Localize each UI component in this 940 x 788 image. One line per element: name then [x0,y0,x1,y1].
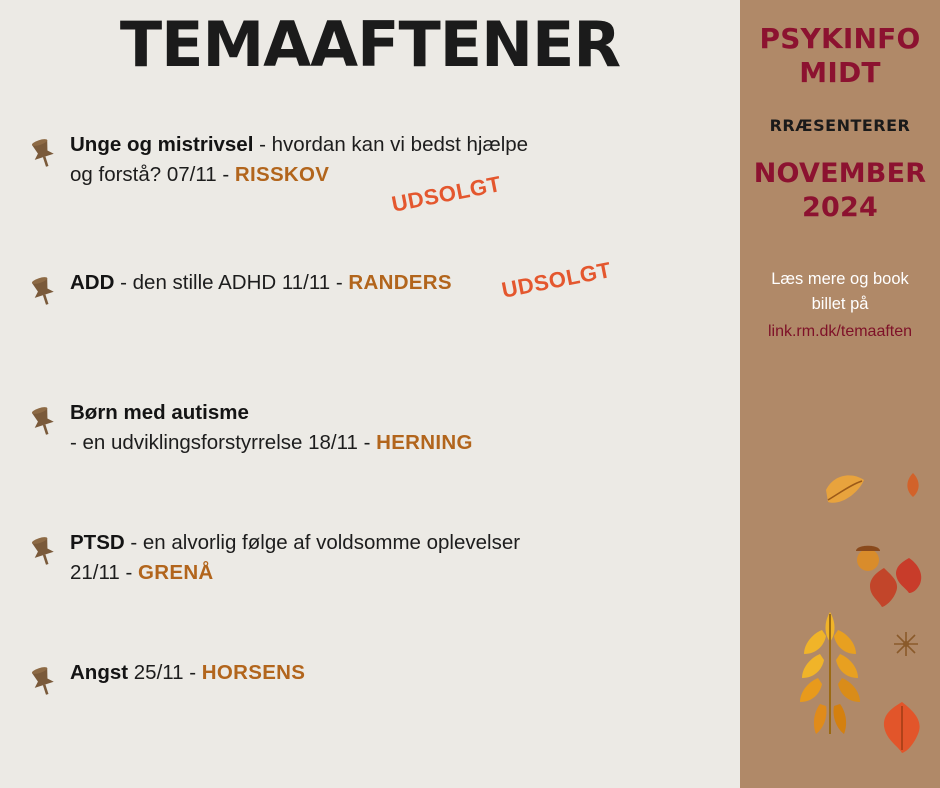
leaf-icon [892,556,926,599]
brand-name [740,22,940,90]
event-line-1 [70,257,720,303]
presents-label: RRÆSENTERER [769,116,911,135]
pushpin-icon [26,136,60,170]
leaf-icon [822,470,868,515]
booking-info [740,267,940,344]
date-block [740,157,940,225]
event-city: RISSKOV [234,163,330,186]
pushpin-icon [26,274,60,308]
month-label: NOVEMBER [753,158,927,189]
leaf-icon [864,566,904,613]
event-city: HORSENS [201,661,306,684]
event-title: Unge og mistrivsel [70,133,254,156]
event-line-1 [70,528,720,558]
booking-line-2: billet på [811,295,869,313]
event-city: RANDERS [348,271,452,294]
event-date: 21/11 - [70,561,138,584]
list-item [0,398,740,528]
events-list [0,130,740,748]
event-title: ADD [70,271,115,294]
list-item [0,658,740,748]
page-title: TEMAAFTENER [119,8,621,81]
event-title: PTSD [70,531,125,554]
event-title: Angst [70,661,129,684]
event-subtitle: - den stille ADHD 11/11 - [114,271,349,294]
poster-sidebar [740,0,940,788]
event-subtitle: 25/11 - [128,661,202,684]
seed-pod-icon [892,630,920,663]
list-item [0,130,740,268]
booking-line-1: Læs mere og book [771,270,909,288]
year-label: 2024 [802,192,878,223]
leaf-icon [902,472,924,503]
pushpin-icon [26,404,60,438]
acorn-icon [852,538,884,577]
event-line-1 [70,398,720,428]
compound-leaf-icon [784,608,874,743]
event-date: - en udviklingsforstyrrelse 18/11 - [70,431,377,454]
event-line-2 [70,428,720,458]
event-line-2 [70,160,720,217]
pushpin-icon [26,534,60,568]
list-item [0,528,740,658]
leaf-icon [878,700,926,759]
event-line-1 [70,130,720,160]
event-subtitle: - en alvorlig følge af voldsomme oplevelser [124,531,521,554]
event-city: GRENÅ [138,561,214,584]
event-subtitle: - hvordan kan vi bedst hjælpe [253,133,529,156]
pushpin-icon [26,664,60,698]
event-line-2 [70,558,720,588]
booking-link[interactable]: link.rm.dk/temaaften [767,323,913,340]
event-city: HERNING [376,431,473,454]
list-item [0,257,740,398]
status-badge: UDSOLGT [499,257,614,303]
event-title: Børn med autisme [70,401,249,424]
brand-line-1: PSYKINFO [759,22,921,55]
event-line-1 [70,658,720,688]
brand-line-2: MIDT [799,56,881,89]
status-badge: UDSOLGT [389,171,504,217]
event-date: og forstå? 07/11 - [70,163,235,186]
